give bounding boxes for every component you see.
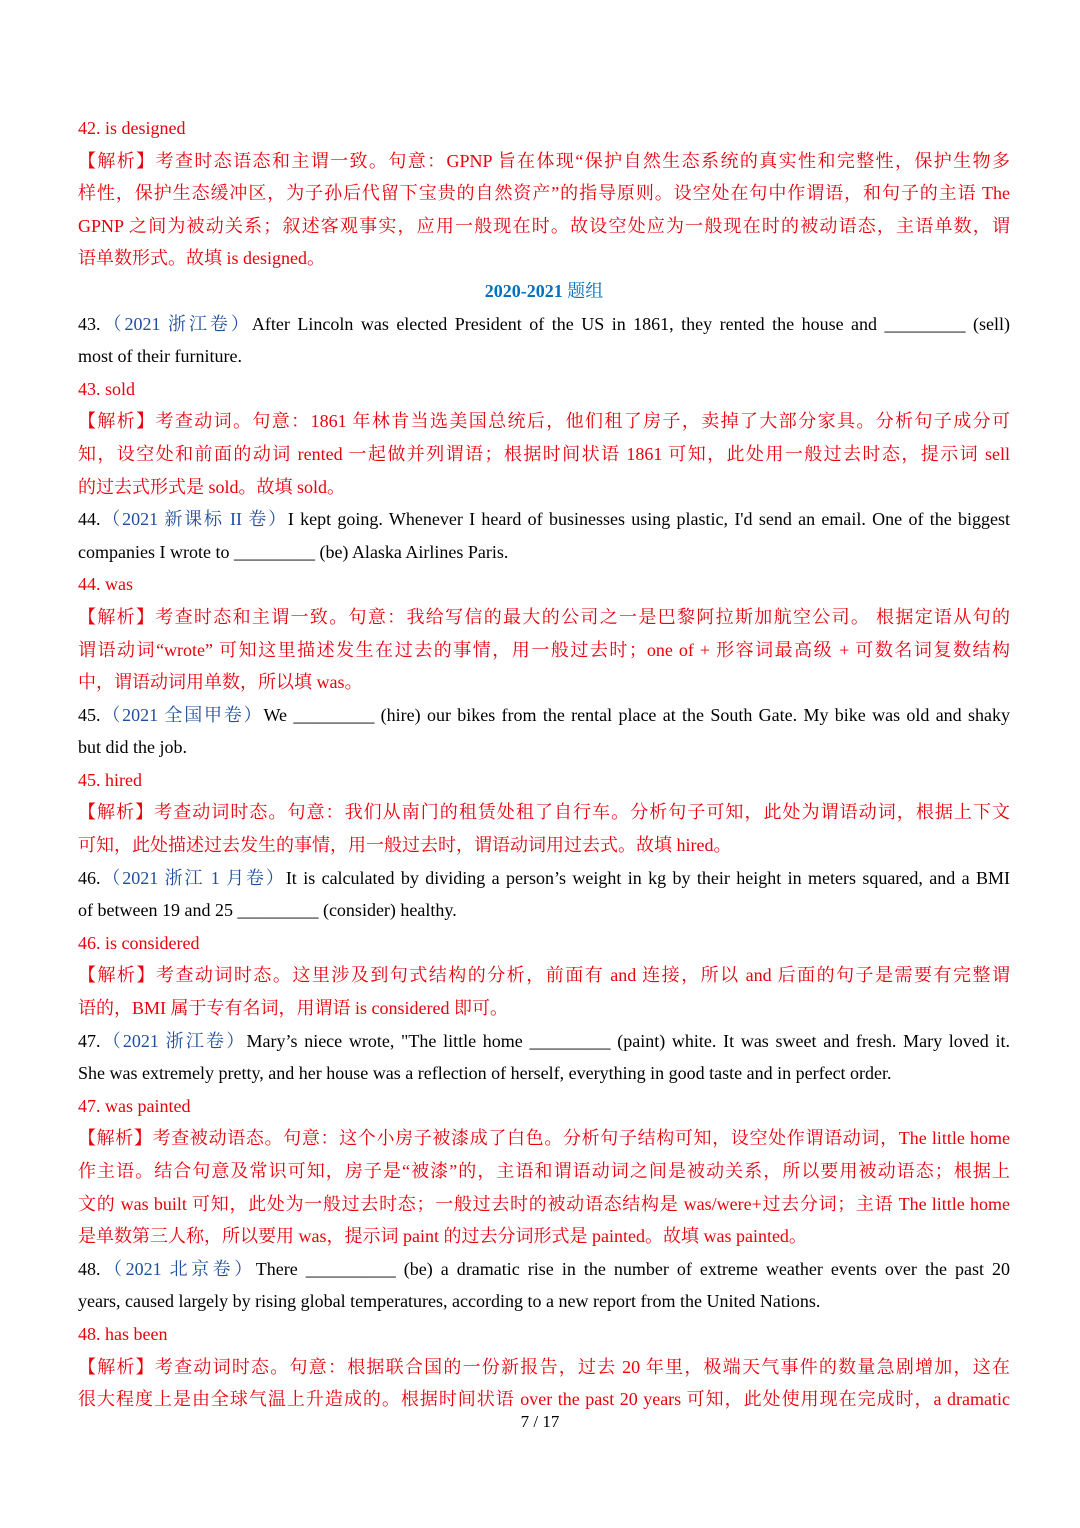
question-line bbox=[78, 308, 1010, 341]
question-number: 46. bbox=[78, 867, 101, 888]
section-heading-year: 2020-2021 bbox=[484, 280, 563, 301]
analysis-line: 【解析】考查时态语态和主谓一致。句意：GPNP 旨在体现“保护自然生态系统的真实性和完整性，保护生物多 bbox=[78, 150, 1010, 171]
analysis-line: 是单数第三人称，所以要用 was，提示词 paint 的过去分词形式是 painted。故填 was painted。 bbox=[78, 1226, 807, 1247]
question-text: Mary’s niece wrote, "The little home _________ (paint) white. It was sweet and fresh. Mary loved it. bbox=[246, 1030, 1011, 1051]
question-line: of between 19 and 25 _________ (consider) healthy. bbox=[78, 900, 457, 921]
question-line bbox=[78, 699, 1010, 732]
question-text: After Lincoln was elected President of the US in 1861, they rented the house and _________ (sell) bbox=[251, 313, 1011, 334]
question-source: （2021 浙江卷） bbox=[100, 1030, 247, 1051]
section-heading bbox=[78, 275, 1010, 308]
analysis-line: 很大程度上是由全球气温上升造成的。根据时间状语 over the past 20 years 可知，此处使用现在完成时，a dramatic bbox=[78, 1389, 1010, 1410]
analysis-line: 知，设空处和前面的动词 rented 一起做并列谓语；根据时间状语 1861 可知，此处用一般过去时态，提示词 sell bbox=[78, 443, 1010, 464]
analysis-line: 【解析】考查动词时态。句意：我们从南门的租赁处租了自行车。分析句子可知，此处为谓语动词，根据上下文 bbox=[78, 802, 1010, 823]
question-text: It is calculated by dividing a person’s weight in kg by their height in meters squared, and a BMI bbox=[285, 867, 1010, 888]
question-source: （2021 浙江 1 月卷） bbox=[100, 867, 286, 888]
analysis-line: 【解析】考查动词时态。这里涉及到句式结构的分析，前面有 and 连接，所以 and 后面的句子是需要有完整谓 bbox=[78, 965, 1010, 986]
analysis-line: 语单数形式。故填 is designed。 bbox=[78, 248, 325, 269]
question-number: 44. bbox=[78, 509, 101, 530]
question-line bbox=[78, 1253, 1010, 1286]
answer-line: 48. has been bbox=[78, 1323, 168, 1344]
analysis-line: 谓语动词“wrote” 可知这里描述发生在过去的事情，用一般过去时；one of + 形容词最高级 + 可数名词复数结构 bbox=[78, 639, 1010, 660]
analysis-line: 样性，保护生态缓冲区，为子孙后代留下宝贵的自然资产”的指导原则。设空处在句中作谓语，和句子的主语 The bbox=[78, 183, 1010, 204]
page-number: 7 / 17 bbox=[520, 1412, 560, 1431]
question-line: but did the job. bbox=[78, 737, 187, 758]
question-number: 48. bbox=[78, 1258, 101, 1279]
question-text: There __________ (be) a dramatic rise in the number of extreme weather events over the past 20 bbox=[255, 1258, 1010, 1279]
analysis-line: 作主语。结合句意及常识可知，房子是“被漆”的，主语和谓语动词之间是被动关系，所以要用被动语态；根据上 bbox=[78, 1161, 1010, 1181]
question-line: companies I wrote to _________ (be) Alaska Airlines Paris. bbox=[78, 541, 509, 562]
analysis-line: 【解析】考查被动语态。句意：这个小房子被漆成了白色。分析句子结构可知，设空处作谓语动词，The little home bbox=[78, 1128, 1010, 1149]
question-source: （2021 新课标 II 卷） bbox=[100, 509, 288, 530]
analysis-line: 中，谓语动词用单数，所以填 was。 bbox=[78, 672, 363, 693]
analysis-line: 【解析】考查动词时态。句意：根据联合国的一份新报告，过去 20 年里，极端天气事件的数量急剧增加，这在 bbox=[78, 1356, 1010, 1377]
question-number: 47. bbox=[78, 1030, 101, 1051]
analysis-line: 【解析】考查动词。句意：1861 年林肯当选美国总统后，他们租了房子，卖掉了大部分家具。分析句子成分可 bbox=[78, 411, 1010, 432]
analysis-line: 的过去式形式是 sold。故填 sold。 bbox=[78, 476, 346, 497]
section-heading-label: 题组 bbox=[567, 280, 604, 301]
question-line: She was extremely pretty, and her house was a reflection of herself, everything in good taste and in perfect order. bbox=[78, 1063, 892, 1084]
analysis-line: 可知，此处描述过去发生的事情，用一般过去时，谓语动词用过去式。故填 hired。 bbox=[78, 835, 732, 856]
answer-line: 44. was bbox=[78, 574, 133, 595]
question-line: years, caused largely by rising global temperatures, according to a new report from the United Nations. bbox=[78, 1291, 821, 1312]
document-content bbox=[78, 112, 1010, 1416]
question-line: most of their furniture. bbox=[78, 346, 242, 367]
question-line bbox=[78, 503, 1010, 536]
question-source: （2021 全国甲卷） bbox=[100, 704, 264, 725]
answer-line: 43. sold bbox=[78, 378, 136, 399]
answer-line: 45. hired bbox=[78, 769, 142, 790]
answer-line: 42. is designed bbox=[78, 118, 186, 138]
question-line bbox=[78, 862, 1010, 895]
question-number: 45. bbox=[78, 704, 101, 725]
question-number: 43. bbox=[78, 313, 101, 334]
question-text: I kept going. Whenever I heard of businesses using plastic, I'd send an email. One of the biggest bbox=[287, 509, 1010, 530]
analysis-line: 文的 was built 可知，此处为一般过去时态；一般过去时的被动语态结构是 was/were+过去分词；主语 The little home bbox=[78, 1193, 1010, 1214]
question-source: （2021 浙江卷） bbox=[100, 313, 252, 334]
question-text: We _________ (hire) our bikes from the rental place at the South Gate. My bike was old and shaky bbox=[263, 704, 1010, 725]
answer-line: 47. was painted bbox=[78, 1095, 191, 1116]
question-line bbox=[78, 1025, 1010, 1058]
analysis-line: 【解析】考查时态和主谓一致。句意：我给写信的最大的公司之一是巴黎阿拉斯加航空公司。 根据定语从句的 bbox=[78, 606, 1010, 627]
analysis-line: GPNP 之间为被动关系；叙述客观事实，应用一般现在时。故设空处应为一般现在时的被动语态，主语单数，谓 bbox=[78, 215, 1010, 236]
question-source: （2021 北京卷） bbox=[100, 1258, 256, 1279]
answer-line: 46. is considered bbox=[78, 932, 200, 953]
analysis-line: 语的，BMI 属于专有名词，用谓语 is considered 即可。 bbox=[78, 998, 508, 1019]
